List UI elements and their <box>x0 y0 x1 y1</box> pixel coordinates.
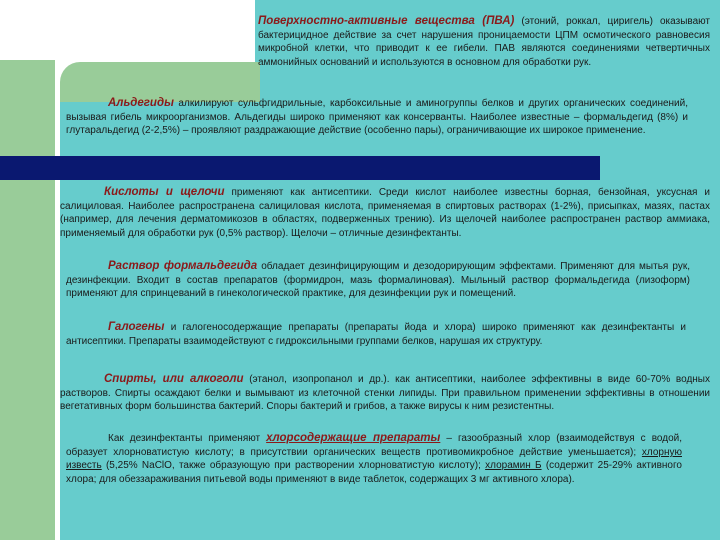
paragraph-chlorine <box>66 431 682 486</box>
text-alcohols: (этанол, изопропанол и др.). как антисептики, наиболее эффективны в виде 60-70% водных растворов. Спирты осаждают белки и вымывают из клеточной стенки липиды. При правильном применении эффективны в отношении вегетативных форм большинства бактерий. Споры бактерий и грибов, а также вирусы к ним резистентны. <box>60 374 710 413</box>
paragraph-aldehydes <box>66 96 688 138</box>
text-acids: применяют как антисептики. Среди кислот наиболее известны борная, бензойная, уксусная и салициловая. Наиболее распространена салициловая кислота, применяемая в спиртовых растворах (1-2%), присыпках, мазях, пастах (например, для лечения дерматомикозов в областях, подверженных трению). Из щелочей наиболее распространен раствор аммиака, применяемый для обработки рук (0,5% раствор). Щелочи – отличные дезинфектанты. <box>60 187 710 239</box>
paragraph-halogens <box>66 320 686 348</box>
text-chlorine-1: – газообразный хлор (взаимодействуя с водой, образует хлорноватистую кислоту; в присутствии органических веществ противомикробное действие уменьшается); <box>66 433 683 459</box>
text-aldehydes: алкилируют сульфгидрильные, карбоксильные и аминогруппы белков и других органических соединений, вызывая гибель микроорганизмов. Альдегиды широко применяют как консерванты. Наиболее известные – формальдегид (8%) и глутаральдегид (2-2,5%) – проявляют раздражающие действие (особенно пары), ограничивающие их широкое применение. <box>66 98 688 137</box>
term-chloramine: хлорамин Б <box>485 460 542 472</box>
paragraph-pav <box>258 14 710 69</box>
heading-chlorine: хлорсодержащие препараты <box>266 432 441 444</box>
text-halogens: и галогеносодержащие препараты (препараты йода и хлора) широко применяют как дезинфектанты и антисептики. Препараты взаимодействуют с гидроксильными группами белков, нарушая их структуру. <box>66 322 686 348</box>
heading-aldehydes: Альдегиды <box>108 97 174 109</box>
text-chlorine-3: (содержит 25-29% активного хлора; для обеззараживания питьевой воды применяют в виде таблеток, содержащих 3 мг активного хлора). <box>66 460 682 485</box>
heading-halogens: Галогены <box>108 321 165 333</box>
decor-green-strip <box>0 60 55 540</box>
text-pav: (этоний, роккал, циригель) оказывают бактерицидное действие за счет нарушения проницаемости ЦПМ осмотического равновесия микробной клетки, что приводит к ее гибели. ПАВ являются соединениями четвертичных аммонийных оснований и используются в основном для обработки рук. <box>258 16 711 68</box>
paragraph-acids <box>60 185 710 240</box>
text-formaldehyde: обладает дезинфицирующим и дезодорирующим эффектами. Применяют для мытья рук, дезинфекции. Входит в состав препаратов (формидрон, мазь формалиновая). Мыльный раствор формальдегида (лизоформ) применяют для спринцеваний в гинекологической практике, для дезинфекции рук и помещений. <box>66 261 690 300</box>
paragraph-alcohols <box>60 372 710 414</box>
heading-alcohols: Спирты, или алкоголи <box>104 373 244 385</box>
heading-acids: Кислоты и щелочи <box>104 186 225 198</box>
text-chlorine-2: (5,25% NaClO, также образующую при растворении хлорноватистую кислоту); <box>101 460 486 472</box>
lead-chlorine: Как дезинфектанты применяют <box>108 433 267 444</box>
heading-pav: Поверхностно-активные вещества (ПВА) <box>258 15 515 27</box>
term-bleach: хлорную известь <box>66 447 682 472</box>
heading-formaldehyde: Раствор формальдегида <box>108 260 258 272</box>
decor-navy-bar <box>0 156 600 180</box>
paragraph-formaldehyde <box>66 259 690 301</box>
